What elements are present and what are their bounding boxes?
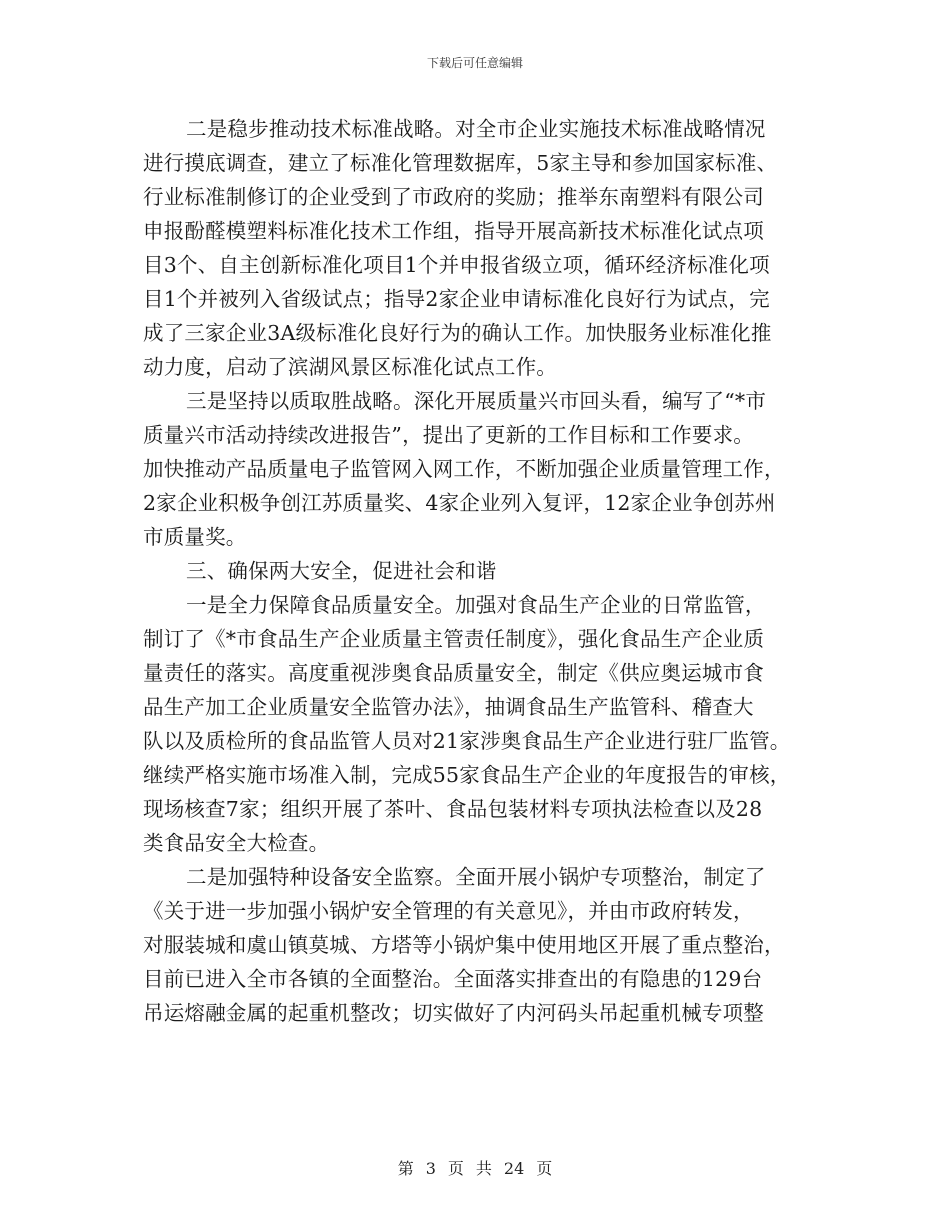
text-line: 队以及质检所的食品监管人员对21家涉奥食品生产企业进行驻厂监管。	[143, 729, 791, 753]
text-line: 目前已进入全市各镇的全面整治。全面落实排查出的有隐患的129台	[143, 967, 763, 991]
footer-page-number: 3	[425, 1159, 436, 1178]
header-note: 下载后可任意编辑	[426, 56, 523, 70]
footer-total-pages: 24	[503, 1159, 525, 1178]
text-line: 二是加强特种设备安全监察。全面开展小锅炉专项整治，制定了	[186, 865, 766, 889]
text-line: 成了三家企业3A级标准化良好行为的确认工作。加快服务业标准化推	[143, 321, 772, 345]
text-line: 申报酚醛模塑料标准化技术工作组，指导开展高新技术标准化试点项	[143, 219, 764, 243]
text-line: 进行摸底调查，建立了标准化管理数据库，5家主导和参加国家标准、	[143, 151, 778, 175]
text-line: 《关于进一步加强小锅炉安全管理的有关意见》，并由市政府转发，	[143, 899, 754, 923]
text-line: 动力度，启动了滨湖风景区标准化试点工作。	[143, 355, 557, 379]
text-line: 三是坚持以质取胜战略。深化开展质量兴市回头看，编写了“*市	[186, 389, 767, 413]
footer-page-unit: 页	[447, 1159, 464, 1178]
text-line: 质量兴市活动持续改进报告”，提出了更新的工作目标和工作要求。	[143, 423, 754, 447]
page-footer	[0, 1156, 950, 1179]
text-line: 二是稳步推动技术标准战略。对全市企业实施技术标准战略情况	[186, 117, 766, 141]
footer-total-word: 共	[475, 1159, 492, 1178]
text-line: 加快推动产品质量电子监管网入网工作，不断加强企业质量管理工作，	[143, 457, 785, 481]
text-line: 量责任的落实。高度重视涉奥食品质量安全，制定《供应奥运城市食	[143, 661, 764, 685]
text-line: 2家企业积极争创江苏质量奖、4家企业列入复评，12家企业争创苏州	[143, 491, 776, 515]
text-line: 类食品安全大检查。	[143, 831, 330, 855]
footer-total-unit: 页	[536, 1159, 553, 1178]
text-line: 三、确保两大安全，促进社会和谐	[186, 559, 497, 583]
text-line: 一是全力保障食品质量安全。加强对食品生产企业的日常监管，	[186, 593, 766, 617]
text-line: 对服装城和虞山镇莫城、方塔等小锅炉集中使用地区开展了重点整治，	[143, 933, 785, 957]
text-line: 市质量奖。	[143, 525, 247, 549]
text-line: 继续严格实施市场准入制，完成55家食品生产企业的年度报告的审核，	[143, 763, 791, 787]
text-line: 目3个、自主创新标准化项目1个并申报省级立项，循环经济标准化项	[143, 253, 770, 277]
text-line: 现场核查7家；组织开展了茶叶、食品包装材料专项执法检查以及28	[143, 797, 763, 821]
text-line: 制订了《*市食品生产企业质量主管责任制度》，强化食品生产企业质	[143, 627, 765, 651]
text-line: 目1个并被列入省级试点；指导2家企业申请标准化良好行为试点，完	[143, 287, 770, 311]
text-line: 吊运熔融金属的起重机整改；切实做好了内河码头吊起重机械专项整	[143, 1001, 764, 1025]
text-line: 行业标准制修订的企业受到了市政府的奖励；推举东南塑料有限公司	[143, 185, 764, 209]
document-body	[143, 112, 833, 1030]
footer-page-word: 第	[397, 1159, 414, 1178]
text-line: 品生产加工企业质量安全监管办法》，抽调食品生产监管科、稽查大	[143, 695, 754, 719]
